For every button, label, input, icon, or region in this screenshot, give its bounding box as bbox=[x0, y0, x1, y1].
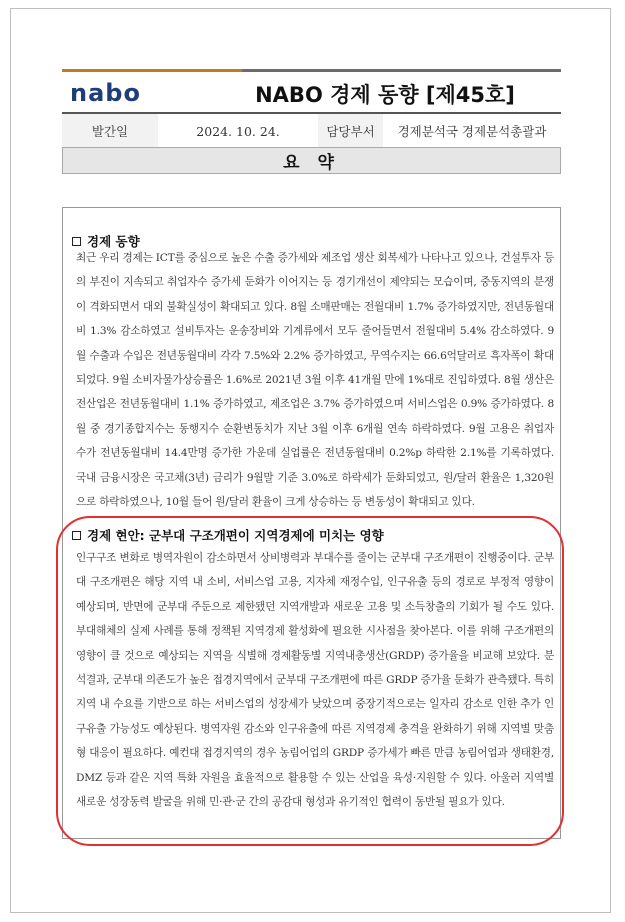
header-rule-accent bbox=[62, 69, 242, 72]
publication-info-table bbox=[62, 112, 561, 149]
section-heading-text: 경제 동향 bbox=[87, 234, 140, 249]
section-body-current-issue: 인구구조 변화로 병역자원이 감소하면서 상비병력과 부대수를 줄이는 군부대 구조개편이 진행중이다. 군부대 구조개편은 해당 지역 내 소비, 서비스업 고용, 지자체 재정수입, 인구유출 등의 경로로 부정적 영향이 예상되며, 반면에 군부대 주둔으로 제한됐던 지역개발과 새로운 고용 및 소득창출의 기회가 될 수도 있다. 부대해체의 실제 사례를 통해 정책된 지역경제 활성화에 필요한 시사점을 찾아본다. 이를 위해 구조개편의 영향이 클 것으로 예상되는 지역을 식별해 경제활동별 지역내총생산(GRDP) 증가율을 비교해 보았다. 분석결과, 군부대 의존도가 높은 접경지역에서 군부대 구조개편에 따른 GRDP 증가율 둔화가 관측됐다. 특히 지역 내 수요를 기반으로 하는 서비스업의 성장세가 낮았으며 중장기적으로는 일자리 감소로 인한 추가 인구유출 가능성도 예상된다. 병역자원 감소와 인구유출에 따른 지역경제 충격을 완화하기 위해 지역별 맞춤형 대응이 필요하다. 예컨대 접경지역의 경우 농림어업의 GRDP 증가세가 빠른 만큼 농림어업과 생태환경, DMZ 등과 같은 지역 특화 자원을 효율적으로 활용할 수 있는 산업을 육성·지원할 수 있다. 아울러 지역별 새로운 성장동력 발굴을 위해 민·관·군 간의 공감대 형성과 유기적인 협력이 동반될 필요가 있다. bbox=[76, 552, 554, 809]
nabo-logo: nabo bbox=[70, 79, 141, 107]
square-bullet-icon bbox=[72, 531, 81, 540]
department-label: 담당부서 bbox=[318, 114, 383, 148]
publish-date-value: 2024. 10. 24. bbox=[196, 123, 280, 139]
publish-date-label: 발간일 bbox=[62, 114, 158, 148]
section-body-economic-trends: 최근 우리 경제는 ICT를 중심으로 높은 수출 증가세와 제조업 생산 회복세가 나타나고 있으나, 건설투자 등의 부진이 지속되고 취업자수 증가세 둔화가 이어지는 등 경기개선이 제약되는 모습이며, 중동지역의 분쟁이 격화되면서 대외 불확실성이 확대되고 있다. 8월 소매판매는 전월대비 1.7% 증가하였지만, 전년동월대비 1.3% 감소하였고 설비투자는 운송장비와 기계류에서 모두 줄어들면서 전월대비 5.4% 감소하였다. 9월 수출과 수입은 전년동월대비 각각 7.5%와 2.2% 증가하였고, 무역수지는 66.6억달러로 흑자폭이 확대되었다. 9월 소비자물가상승률은 1.6%로 2021년 3월 이후 41개월 만에 1%대로 진입하였다. 8월 생산은 전산업은 전년동월대비 1.1% 증가하였고, 제조업은 3.7% 증가하였으며 서비스업은 0.9% 증가하였다. 8월 중 경기종합지수는 동행지수 순환변동치가 지난 3월 이후 6개월 연속 하락하였다. 9월 고용은 취업자 수가 전년동월대비 14.4만명 증가한 가운데 실업률은 전년동월대비 0.2%p 하락한 2.1%를 기록하였다. 국내 금융시장은 국고채(3년) 금리가 9월말 기준 3.0%로 하락세가 둔화되었고, 원/달러 환율은 1,320원으로 하락하였으나, 10월 들어 원/달러 환율이 크게 상승하는 등 변동성이 확대되고 있다. bbox=[76, 252, 554, 509]
department-value: 경제분석국 경제분석총괄과 bbox=[397, 124, 547, 139]
summary-title: 요 약 bbox=[62, 147, 561, 174]
square-bullet-icon bbox=[72, 237, 81, 246]
section-heading-text: 경제 현안: 군부대 구조개편이 지역경제에 미치는 영향 bbox=[87, 528, 384, 543]
header-rule bbox=[62, 69, 561, 72]
report-title: NABO 경제 동향 [제45호] bbox=[255, 83, 515, 107]
section-heading-current-issue bbox=[72, 526, 384, 544]
